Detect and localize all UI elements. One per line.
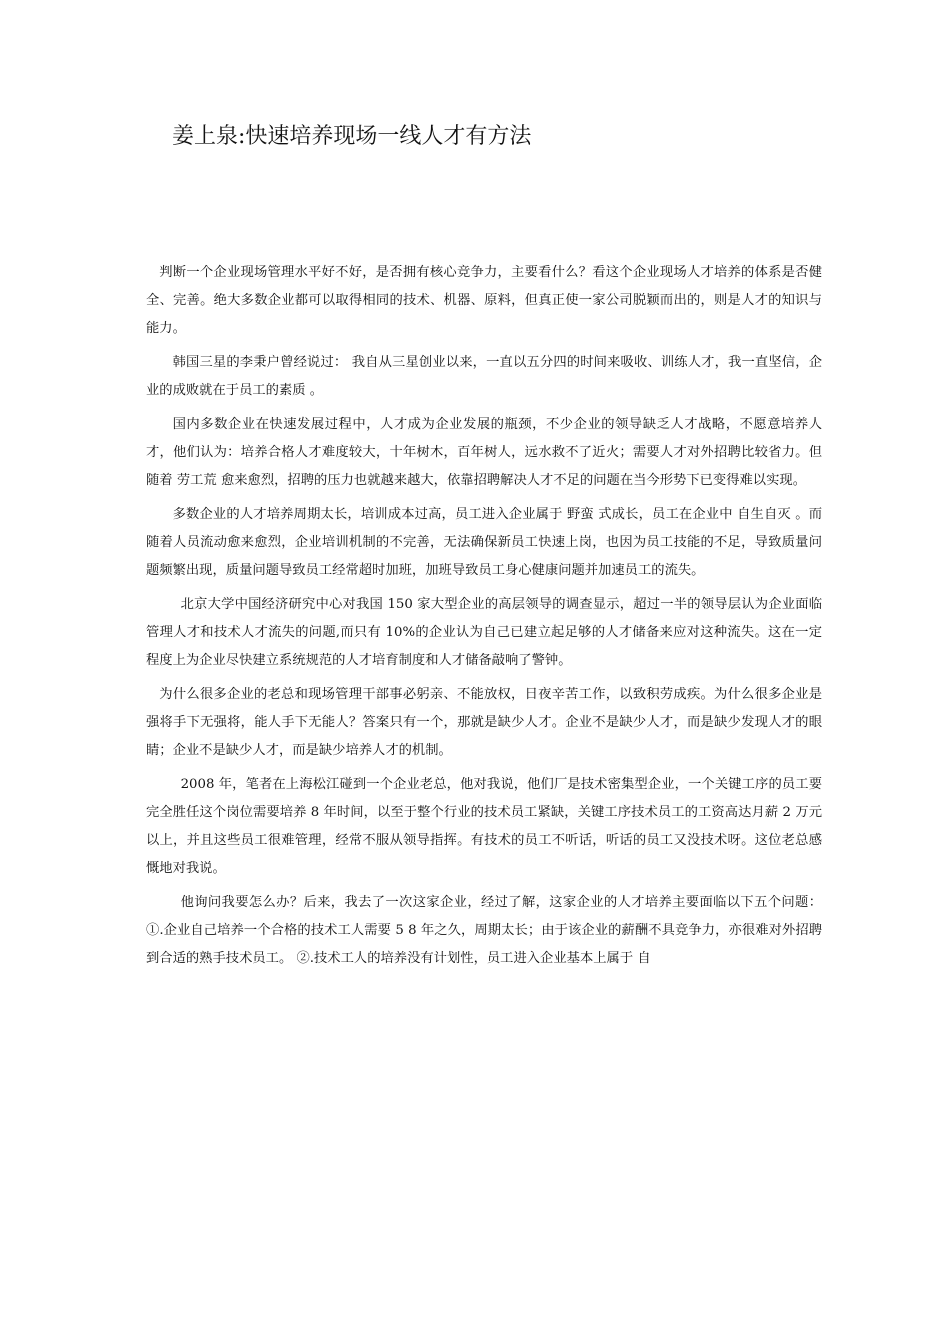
paragraph-1: 判断一个企业现场管理水平好不好，是否拥有核心竞争力，主要看什么？看这个企业现场人才培养的体系是否健全、完善。绝大多数企业都可以取得相同的技术、机器、原料，但真正使一家公司脱颖而出的，则是人才的知识与能力。 xyxy=(146,265,822,336)
document-title: 姜上泉:快速培养现场一线人才有方法 xyxy=(172,124,532,149)
document-body xyxy=(146,259,822,973)
paragraph-7: 2008 年，笔者在上海松江碰到一个企业老总，他对我说，他们厂是技术密集型企业，一个关键工序的员工要完全胜任这个岗位需要培养 8 年时间，以至于整个行业的技术员工紧缺，关键工序技术员工的工资高达月薪 2 万元以上，并且这些员工很难管理，经常不服从领导指挥。有技术的员工不听话，听话的员工又没技术呀。这位老总感慨地对我说。 xyxy=(146,777,822,876)
paragraph-6: 为什么很多企业的老总和现场管理干部事必躬亲、不能放权，日夜辛苦工作，以致积劳成疾。为什么很多企业是强将手下无强将，能人手下无能人？答案只有一个，那就是缺少人才。企业不是缺少人才，而是缺少发现人才的眼睛；企业不是缺少人才，而是缺少培养人才的机制。 xyxy=(146,687,822,758)
paragraph-8: 他询问我要怎么办？后来，我去了一次这家企业，经过了解，这家企业的人才培养主要面临以下五个问题：①.企业自己培养一个合格的技术工人需要 5 8 年之久，周期太长；由于该企业的薪酬不具竞争力，亦很难对外招聘到合适的熟手技术员工。 ②.技术工人的培养没有计划性，员工进入企业基本上属于 自 xyxy=(146,895,822,966)
paragraph-3: 国内多数企业在快速发展过程中，人才成为企业发展的瓶颈，不少企业的领导缺乏人才战略，不愿意培养人才，他们认为：培养合格人才难度较大，十年树木，百年树人，远水救不了近火；需要人才对外招聘比较省力。但随着 劳工荒 愈来愈烈，招聘的压力也就越来越大，依靠招聘解决人才不足的问题在当今形势下已变得难以实现。 xyxy=(146,417,822,488)
paragraph-4: 多数企业的人才培养周期太长，培训成本过高，员工进入企业属于 野蛮 式成长，员工在企业中 自生自灭 。而随着人员流动愈来愈烈，企业培训机制的不完善，无法确保新员工快速上岗，也因为员工技能的不足，导致质量问题频繁出现，质量问题导致员工经常超时加班，加班导致员工身心健康问题并加速员工的流失。 xyxy=(146,507,822,578)
paragraph-5: 北京大学中国经济研究中心对我国 150 家大型企业的高层领导的调查显示，超过一半的领导层认为企业面临管理人才和技术人才流失的问题,而只有 10%的企业认为自己已建立起足够的人才储备来应对这种流失。这在一定程度上为企业尽快建立系统规范的人才培育制度和人才储备敲响了警钟。 xyxy=(146,597,822,668)
paragraph-2: 韩国三星的李秉户曾经说过： 我自从三星创业以来，一直以五分四的时间来吸收、训练人才，我一直坚信，企业的成败就在于员工的素质 。 xyxy=(146,355,822,398)
